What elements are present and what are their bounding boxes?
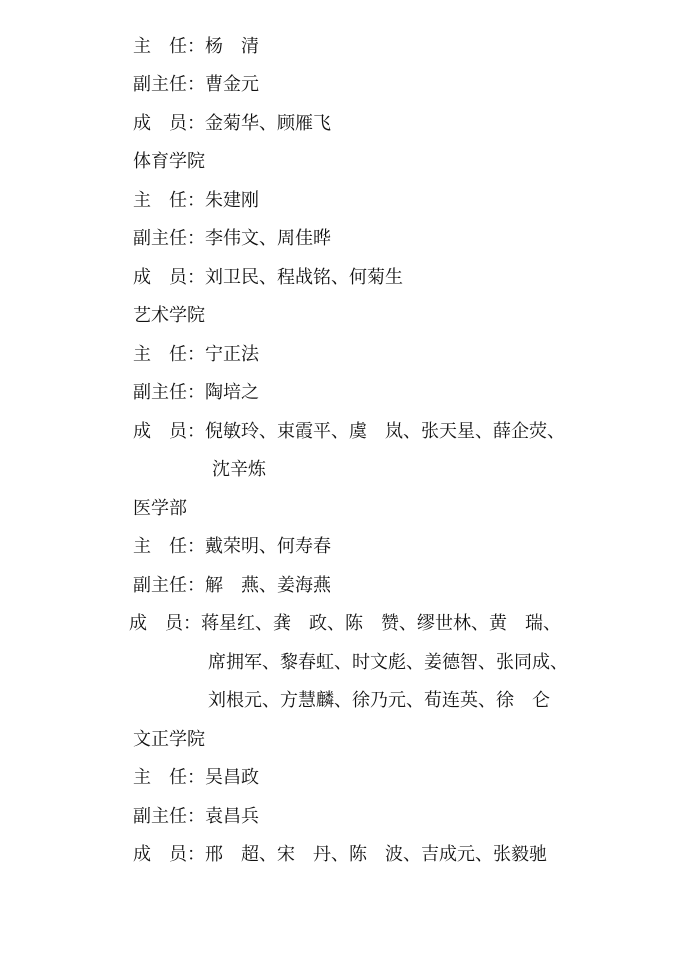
section-heading: 体育学院	[133, 151, 205, 172]
text-line: 副主任：解 燕、姜海燕	[133, 575, 331, 596]
text-line: 主 任：朱建刚	[133, 190, 259, 211]
text-line-continuation: 席拥军、黎春虹、时文彪、姜德智、张同成、	[208, 652, 568, 673]
section-heading: 文正学院	[133, 729, 205, 750]
text-line: 成 员：刘卫民、程战铭、何菊生	[133, 267, 403, 288]
text-line: 主 任：戴荣明、何寿春	[133, 536, 331, 557]
text-line: 成 员：邢 超、宋 丹、陈 波、吉成元、张毅驰	[133, 844, 547, 865]
text-line: 副主任：陶培之	[133, 382, 259, 403]
text-line: 副主任：李伟文、周佳晔	[133, 228, 331, 249]
text-line: 成 员：金菊华、顾雁飞	[133, 113, 331, 134]
section-heading: 医学部	[133, 498, 187, 519]
text-line: 副主任：曹金元	[133, 74, 259, 95]
text-line-continuation: 刘根元、方慧麟、徐乃元、荀连英、徐 仑	[208, 690, 550, 711]
text-line: 副主任：袁昌兵	[133, 806, 259, 827]
text-line: 成 员：倪敏玲、束霞平、虞 岚、张天星、薛企荧、	[133, 421, 565, 442]
text-line-continuation: 沈辛炼	[212, 459, 266, 480]
text-line: 主 任：宁正法	[133, 344, 259, 365]
text-line: 主 任：吴昌政	[133, 767, 259, 788]
text-line: 成 员：蒋星红、龚 政、陈 赞、缪世林、黄 瑞、	[129, 613, 561, 634]
section-heading: 艺术学院	[133, 305, 205, 326]
text-line: 主 任：杨 清	[133, 36, 259, 57]
